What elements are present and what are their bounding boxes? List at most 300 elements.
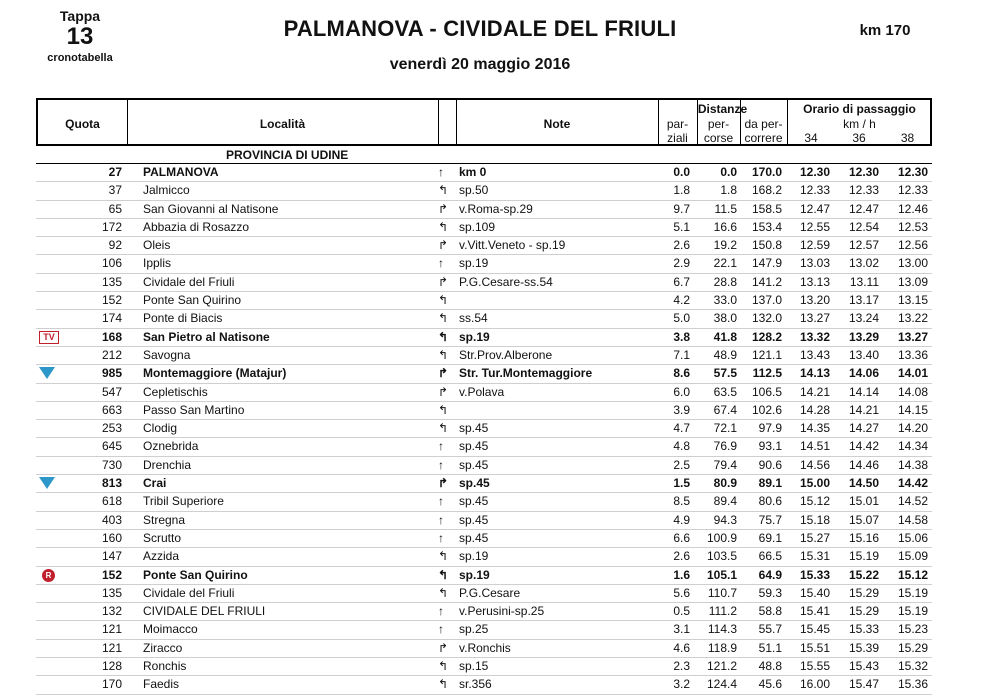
- cell-direction: ↑: [438, 530, 444, 545]
- table-row: [36, 274, 932, 292]
- cell-quota: 813: [101, 476, 122, 491]
- cell-time-38: 13.00: [897, 256, 928, 271]
- cell-direction: ↑: [438, 165, 444, 179]
- cell-time-36: 15.47: [848, 677, 879, 692]
- cell-time-34: 13.32: [799, 329, 830, 344]
- cell-note: Str.Prov.Alberone: [459, 347, 553, 362]
- cell-note: sp.45: [459, 457, 489, 472]
- cell-parziali: 0.0: [673, 165, 690, 179]
- tappa-subtitle: cronotabella: [47, 52, 113, 64]
- table-row: [36, 676, 932, 694]
- cell-note: ss.54: [459, 311, 488, 326]
- cell-time-36: 14.27: [848, 421, 879, 436]
- cell-localita: Oleis: [143, 238, 171, 253]
- cell-percorse: 38.0: [713, 311, 737, 326]
- cell-dapercorrere: 153.4: [751, 219, 782, 234]
- cell-quota: 106: [101, 256, 122, 271]
- table-row: [36, 255, 932, 273]
- cell-quota: 253: [101, 421, 122, 436]
- cell-percorse: 1.8: [720, 183, 737, 198]
- cell-note: km 0: [459, 165, 487, 179]
- cell-time-34: 13.27: [799, 311, 830, 326]
- cell-dapercorrere: 128.2: [751, 329, 782, 344]
- cell-dapercorrere: 93.1: [758, 439, 782, 454]
- cell-dapercorrere: 59.3: [758, 585, 782, 600]
- cell-time-38: 13.09: [897, 274, 928, 289]
- cell-quota: 212: [101, 347, 122, 362]
- cell-quota: 170: [101, 677, 122, 692]
- cell-parziali: 6.7: [673, 274, 690, 289]
- cell-direction: ↰: [438, 585, 449, 600]
- col-note: Note: [543, 117, 571, 131]
- stage-date: venerdì 20 maggio 2016: [389, 56, 571, 73]
- cell-direction: ↑: [438, 604, 444, 619]
- cell-time-34: 15.12: [799, 494, 830, 509]
- cell-direction: ↰: [438, 659, 449, 674]
- cell-note: sr.356: [459, 677, 492, 692]
- cell-percorse: 57.5: [713, 366, 737, 381]
- cell-time-36: 13.02: [848, 256, 879, 271]
- table-row: [36, 365, 932, 383]
- cell-parziali: 8.6: [673, 366, 690, 381]
- cell-parziali: 2.3: [673, 659, 690, 674]
- cell-quota: 135: [101, 585, 122, 600]
- cell-note: v.Perusini-sp.25: [459, 604, 545, 619]
- cell-parziali: 9.7: [673, 201, 690, 216]
- cell-time-34: 14.35: [799, 421, 830, 436]
- table-row: [36, 420, 932, 438]
- table-row: [36, 585, 932, 603]
- cell-localita: Savogna: [143, 347, 191, 362]
- cell-time-34: 13.20: [799, 293, 830, 308]
- cell-time-38: 15.36: [897, 677, 928, 692]
- cell-note: sp.109: [459, 219, 496, 234]
- cell-localita: Ziracco: [143, 640, 183, 655]
- cell-percorse: 72.1: [713, 421, 737, 436]
- cell-time-38: 14.01: [897, 366, 928, 381]
- cell-time-34: 15.27: [799, 530, 830, 545]
- cell-time-38: 15.12: [897, 567, 928, 582]
- cell-dapercorrere: 137.0: [751, 293, 782, 308]
- cell-parziali: 4.7: [673, 421, 690, 436]
- table-row: [36, 201, 932, 219]
- cell-dapercorrere: 89.1: [758, 476, 782, 491]
- table-row: [36, 347, 932, 365]
- cell-time-36: 12.30: [848, 165, 879, 179]
- cell-localita: Ponte San Quirino: [143, 293, 242, 308]
- cell-percorse: 41.8: [713, 329, 737, 344]
- cell-time-34: 15.18: [799, 512, 830, 527]
- cell-percorse: 11.5: [714, 201, 737, 216]
- cell-direction: ↰: [438, 347, 449, 362]
- cell-percorse: 111.2: [708, 604, 737, 619]
- cell-time-36: 15.01: [848, 494, 879, 509]
- cell-note: sp.45: [459, 439, 489, 454]
- table-row: [36, 438, 932, 456]
- cell-localita: Jalmicco: [143, 183, 190, 198]
- cell-direction: ↱: [438, 366, 449, 381]
- cell-note: sp.25: [459, 622, 489, 637]
- cell-localita: Tribil Superiore: [143, 494, 224, 509]
- cell-percorse: 76.9: [713, 439, 737, 454]
- cell-direction: ↰: [438, 402, 449, 417]
- cell-quota: 730: [101, 457, 122, 472]
- cell-parziali: 0.5: [673, 604, 690, 619]
- cell-dapercorrere: 90.6: [758, 457, 782, 472]
- cell-localita: Ronchis: [143, 659, 187, 674]
- cell-dapercorrere: 106.5: [751, 384, 782, 399]
- cell-time-36: 13.17: [848, 293, 879, 308]
- cell-localita: Azzida: [143, 549, 180, 564]
- cell-time-38: 15.23: [897, 622, 928, 637]
- cell-time-38: 14.52: [897, 494, 928, 509]
- cell-parziali: 4.8: [673, 439, 690, 454]
- table-row: [36, 457, 932, 475]
- cell-time-36: 15.22: [848, 567, 879, 582]
- cell-time-36: 14.21: [848, 402, 879, 417]
- cell-time-34: 12.59: [799, 238, 830, 253]
- cell-time-34: 15.41: [799, 604, 830, 619]
- tappa-block: [40, 8, 120, 64]
- cell-parziali: 2.5: [673, 457, 690, 472]
- cell-direction: ↰: [438, 567, 449, 582]
- cell-percorse: 118.9: [707, 640, 737, 655]
- cell-time-38: 15.29: [897, 640, 928, 655]
- cell-time-34: 15.51: [799, 640, 830, 655]
- cell-time-34: 12.30: [799, 165, 830, 179]
- table-row: [36, 548, 932, 566]
- cell-quota: 121: [101, 622, 122, 637]
- cell-localita: Ipplis: [143, 256, 172, 271]
- cell-quota: 645: [101, 439, 122, 454]
- cell-localita: Cividale del Friuli: [143, 585, 235, 600]
- cell-time-38: 14.20: [897, 421, 928, 436]
- cell-dapercorrere: 66.5: [758, 549, 782, 564]
- cell-quota: 27: [108, 165, 122, 179]
- cell-direction: ↑: [438, 457, 444, 472]
- table-row: [36, 402, 932, 420]
- col-speed-34: 34: [804, 131, 818, 145]
- cell-note: P.G.Cesare-ss.54: [459, 274, 553, 289]
- table-row: [36, 658, 932, 676]
- table-row: [36, 164, 932, 182]
- col-distanze: Distanze: [697, 102, 748, 116]
- cell-dapercorrere: 58.8: [758, 604, 782, 619]
- cell-time-36: 13.11: [849, 274, 879, 289]
- cell-quota: 128: [101, 659, 122, 674]
- table-row: [36, 310, 932, 328]
- cell-direction: ↰: [438, 311, 449, 326]
- cell-time-36: 12.54: [848, 219, 879, 234]
- cell-time-34: 14.21: [799, 384, 830, 399]
- table-header: [36, 98, 932, 146]
- cell-direction: ↑: [438, 512, 444, 527]
- cell-note: sp.45: [459, 530, 489, 545]
- cell-time-36: 12.57: [848, 238, 879, 253]
- cell-time-34: 14.51: [799, 439, 830, 454]
- cell-dapercorrere: 132.0: [751, 311, 782, 326]
- col-quota: Quota: [65, 117, 100, 131]
- col-percorse-2: corse: [703, 131, 734, 145]
- cell-parziali: 6.6: [673, 530, 690, 545]
- cell-localita: Stregna: [143, 512, 186, 527]
- cell-localita: Oznebrida: [143, 439, 199, 454]
- cell-parziali: 2.6: [673, 238, 690, 253]
- cell-note: sp.45: [459, 421, 489, 436]
- cell-time-34: 13.03: [799, 256, 830, 271]
- cell-dapercorrere: 170.0: [751, 165, 782, 179]
- cell-dapercorrere: 97.9: [758, 421, 782, 436]
- cell-percorse: 105.1: [706, 567, 737, 582]
- province-row: [36, 148, 932, 164]
- cell-time-36: 13.24: [848, 311, 879, 326]
- cell-note: P.G.Cesare: [459, 585, 521, 600]
- cell-note: sp.19: [459, 329, 490, 344]
- tappa-label: Tappa: [59, 8, 101, 24]
- cell-time-38: 13.36: [897, 347, 928, 362]
- stage-length: km 170: [859, 22, 911, 39]
- cell-localita: CIVIDALE DEL FRIULI: [143, 604, 266, 619]
- cell-note: v.Polava: [459, 384, 505, 399]
- table-row: [36, 530, 932, 548]
- cell-time-34: 14.56: [799, 457, 830, 472]
- cell-parziali: 3.2: [673, 677, 690, 692]
- cell-time-38: 13.15: [897, 293, 928, 308]
- table-row: [36, 237, 932, 255]
- col-localita: Località: [259, 117, 306, 131]
- cell-percorse: 80.9: [713, 476, 737, 491]
- cell-parziali: 1.6: [673, 567, 690, 582]
- cell-time-36: 15.16: [848, 530, 879, 545]
- cell-note: sp.19: [459, 567, 490, 582]
- cell-localita: San Pietro al Natisone: [143, 329, 270, 344]
- cell-dapercorrere: 121.1: [751, 347, 782, 362]
- cell-time-38: 13.22: [897, 311, 928, 326]
- cell-time-38: 12.53: [897, 219, 928, 234]
- col-orario: Orario di passaggio: [803, 102, 916, 116]
- cell-direction: ↑: [438, 256, 444, 271]
- cell-time-38: 14.42: [897, 476, 928, 491]
- cell-localita: Clodig: [143, 421, 178, 436]
- cell-direction: ↱: [438, 476, 449, 491]
- cell-direction: ↑: [438, 622, 444, 637]
- col-percorse-1: per-: [707, 117, 730, 131]
- cell-dapercorrere: 158.5: [751, 201, 782, 216]
- cell-quota: 37: [108, 183, 122, 198]
- cell-localita: PALMANOVA: [143, 165, 219, 179]
- cell-dapercorrere: 168.2: [751, 183, 782, 198]
- cell-time-34: 15.45: [799, 622, 830, 637]
- cell-dapercorrere: 48.8: [758, 659, 782, 674]
- cell-parziali: 3.1: [673, 622, 690, 637]
- cell-direction: ↑: [438, 494, 444, 509]
- cell-percorse: 114.3: [707, 622, 737, 637]
- cell-time-36: 12.47: [848, 201, 879, 216]
- table-row: [36, 329, 932, 347]
- cell-direction: ↰: [438, 219, 449, 234]
- cell-percorse: 33.0: [713, 293, 737, 308]
- cell-parziali: 8.5: [673, 494, 690, 509]
- cell-note: sp.19: [459, 256, 489, 271]
- cell-parziali: 3.8: [673, 329, 690, 344]
- cell-parziali: 2.9: [673, 256, 690, 271]
- cell-parziali: 1.5: [673, 476, 690, 491]
- cell-quota: 547: [101, 384, 122, 399]
- cell-time-38: 12.56: [897, 238, 928, 253]
- cell-time-34: 14.13: [799, 366, 830, 381]
- cell-time-36: 14.46: [848, 457, 879, 472]
- cell-time-36: 15.39: [848, 640, 879, 655]
- cell-note: v.Ronchis: [459, 640, 511, 655]
- cell-percorse: 19.2: [713, 238, 737, 253]
- cell-percorse: 0.0: [720, 165, 737, 179]
- cell-direction: ↱: [438, 201, 449, 216]
- cell-dapercorrere: 55.7: [758, 622, 782, 637]
- cell-dapercorrere: 75.7: [758, 512, 782, 527]
- cell-time-38: 15.09: [897, 549, 928, 564]
- table-row: [36, 292, 932, 310]
- cell-direction: ↱: [438, 274, 449, 289]
- cell-time-36: 15.29: [848, 604, 879, 619]
- cell-quota: 132: [101, 604, 122, 619]
- cell-time-34: 15.55: [799, 659, 830, 674]
- cell-time-36: 15.07: [848, 512, 879, 527]
- cell-quota: 172: [101, 219, 122, 234]
- cell-percorse: 48.9: [713, 347, 737, 362]
- cell-dapercorrere: 141.2: [751, 274, 782, 289]
- cell-time-34: 13.43: [799, 347, 830, 362]
- cell-time-38: 14.58: [897, 512, 928, 527]
- cell-dapercorrere: 51.1: [758, 640, 782, 655]
- cell-note: v.Roma-sp.29: [459, 201, 533, 216]
- cell-time-36: 14.14: [848, 384, 879, 399]
- table-row: [36, 621, 932, 639]
- cell-percorse: 63.5: [713, 384, 737, 399]
- cell-note: sp.19: [459, 549, 489, 564]
- cell-time-38: 15.06: [897, 530, 928, 545]
- cell-note: sp.15: [459, 659, 489, 674]
- cell-percorse: 110.7: [707, 585, 737, 600]
- cell-parziali: 1.8: [673, 183, 690, 198]
- cell-percorse: 124.4: [706, 677, 737, 692]
- cell-time-36: 13.29: [848, 329, 879, 344]
- cell-time-36: 14.42: [848, 439, 879, 454]
- cell-quota: 92: [108, 238, 122, 253]
- cell-time-38: 12.46: [897, 201, 928, 216]
- cell-time-38: 14.08: [897, 384, 928, 399]
- cell-direction: ↱: [438, 384, 449, 399]
- col-speed-36: 36: [852, 131, 866, 145]
- cell-localita: Cepletischis: [143, 384, 208, 399]
- cell-time-36: 15.33: [848, 622, 879, 637]
- cell-localita: Scrutto: [143, 530, 182, 545]
- cell-quota: 618: [101, 494, 122, 509]
- gpm-icon: [39, 367, 55, 379]
- cell-localita: San Giovanni al Natisone: [143, 201, 279, 216]
- cell-localita: Montemaggiore (Matajur): [143, 366, 287, 381]
- table-row: [36, 640, 932, 658]
- col-kmh: km / h: [843, 117, 876, 131]
- cell-note: Str. Tur.Montemaggiore: [459, 366, 593, 381]
- col-dapercorrere-2: correre: [744, 131, 783, 145]
- cell-time-34: 14.28: [799, 402, 830, 417]
- cell-time-38: 12.30: [897, 165, 928, 179]
- cell-time-38: 15.19: [897, 604, 928, 619]
- table-row: [36, 475, 932, 493]
- cell-time-36: 15.29: [848, 585, 879, 600]
- cell-localita: Cividale del Friuli: [143, 274, 235, 289]
- cell-quota: 403: [101, 512, 122, 527]
- table-row: [36, 182, 932, 200]
- cell-localita: Ponte San Quirino: [143, 567, 248, 582]
- cell-time-34: 15.31: [799, 549, 830, 564]
- cell-time-34: 15.40: [799, 585, 830, 600]
- cell-quota: 121: [101, 640, 122, 655]
- tv-icon: TV: [39, 331, 59, 344]
- cell-percorse: 100.9: [706, 530, 737, 545]
- cell-direction: ↰: [438, 421, 449, 436]
- cell-time-34: 12.33: [799, 183, 830, 198]
- traguardo-icon: R: [42, 569, 55, 582]
- cell-time-38: 12.33: [897, 183, 928, 198]
- col-speed-38: 38: [900, 131, 915, 145]
- cell-localita: Moimacco: [143, 622, 198, 637]
- cell-quota: 168: [101, 329, 122, 344]
- cell-note: sp.45: [459, 512, 489, 527]
- cell-localita: Passo San Martino: [143, 402, 245, 417]
- col-dapercorrere-1: da per-: [744, 117, 783, 131]
- cell-direction: ↰: [438, 677, 449, 692]
- cell-parziali: 3.9: [673, 402, 690, 417]
- cell-parziali: 4.9: [673, 512, 690, 527]
- cell-parziali: 2.6: [673, 549, 690, 564]
- cell-quota: 663: [101, 402, 122, 417]
- cell-dapercorrere: 150.8: [751, 238, 782, 253]
- table-row: [36, 493, 932, 511]
- cell-localita: Faedis: [143, 677, 180, 692]
- cell-quota: 152: [101, 293, 122, 308]
- cell-direction: ↱: [438, 640, 449, 655]
- cell-percorse: 67.4: [713, 402, 737, 417]
- cell-percorse: 28.8: [713, 274, 737, 289]
- cell-direction: ↰: [438, 183, 449, 198]
- cell-percorse: 103.5: [706, 549, 737, 564]
- cell-quota: 160: [101, 530, 122, 545]
- cell-dapercorrere: 80.6: [758, 494, 782, 509]
- cell-direction: ↱: [438, 238, 449, 253]
- table-row: [36, 567, 932, 585]
- cell-direction: ↰: [438, 329, 449, 344]
- cell-localita: Abbazia di Rosazzo: [143, 219, 250, 234]
- cell-time-34: 16.00: [799, 677, 830, 692]
- cell-dapercorrere: 64.9: [758, 567, 782, 582]
- cell-percorse: 79.4: [713, 457, 737, 472]
- cell-percorse: 121.2: [706, 659, 737, 674]
- cell-quota: 152: [101, 567, 122, 582]
- gpm-icon: [39, 477, 55, 489]
- cell-time-36: 13.40: [848, 347, 879, 362]
- timetable: [36, 148, 932, 695]
- cell-time-34: 12.47: [799, 201, 830, 216]
- cell-time-36: 14.50: [848, 476, 879, 491]
- cell-note: sp.45: [459, 476, 490, 491]
- cell-dapercorrere: 45.6: [758, 677, 782, 692]
- cell-parziali: 5.6: [673, 585, 690, 600]
- cell-quota: 65: [108, 201, 122, 216]
- cell-note: sp.45: [459, 494, 489, 509]
- cell-dapercorrere: 102.6: [751, 402, 782, 417]
- cell-parziali: 6.0: [673, 384, 690, 399]
